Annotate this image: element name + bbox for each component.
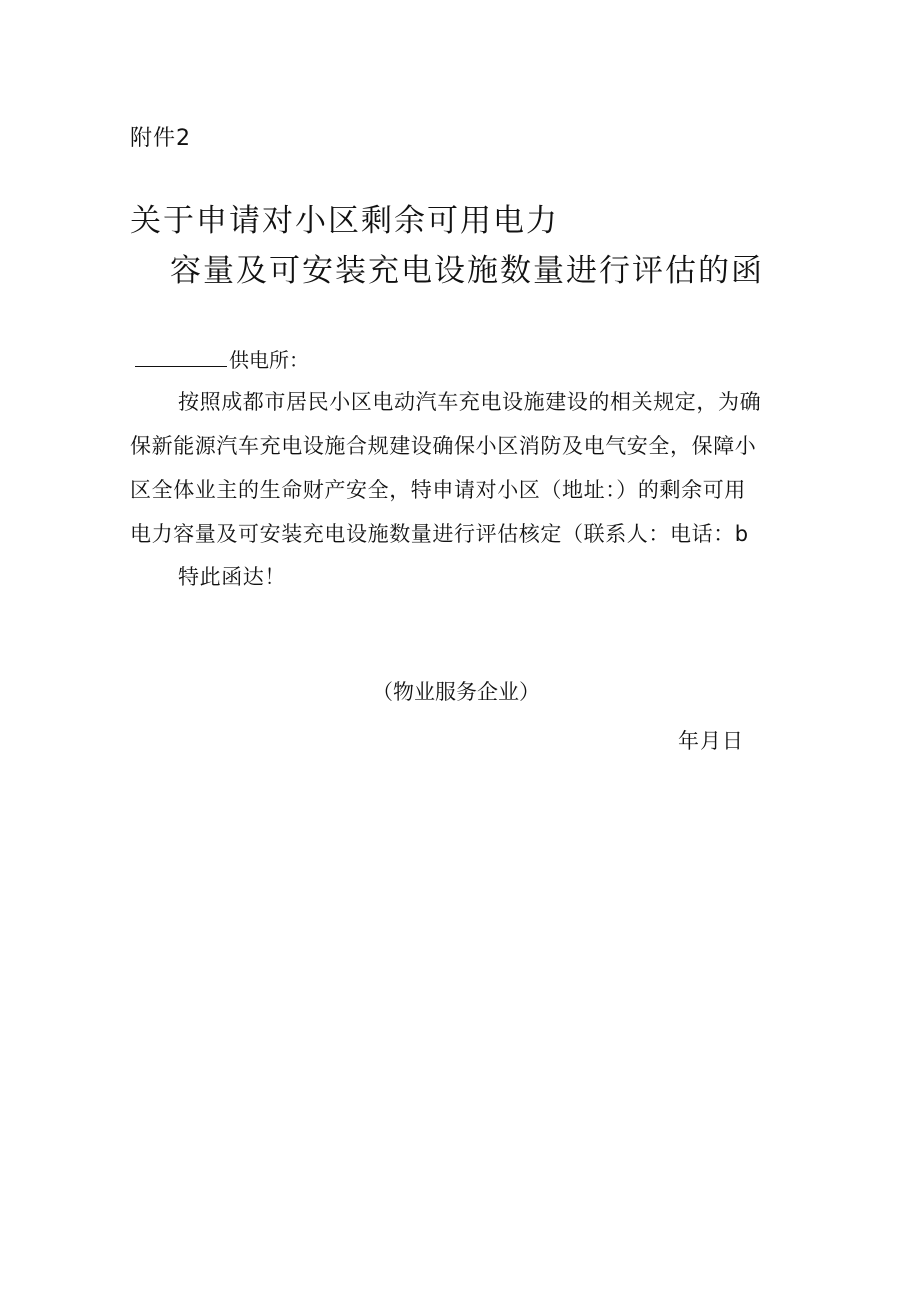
signer-company: （物业服务企业）: [372, 680, 540, 704]
attachment-label: 附件2: [130, 126, 191, 151]
closing-line: 特此函达！: [178, 565, 286, 589]
body-line-4: 电力容量及可安装充电设施数量进行评估核定（联系人：电话：b: [130, 522, 749, 546]
signature-date: 年月日: [678, 729, 744, 753]
body-line-3: 区全体业主的生命财产安全，特申请对小区（地址：）的剩余可用: [130, 478, 746, 502]
addressee-blank: [135, 344, 227, 367]
body-line-2: 保新能源汽车充电设施合规建设确保小区消防及电气安全，保障小: [130, 434, 757, 458]
body-line-1: 按照成都市居民小区电动汽车充电设施建设的相关规定，为确: [178, 390, 762, 414]
title-line-2: 容量及可安装充电设施数量进行评估的函: [170, 253, 764, 289]
addressee-suffix: 供电所：: [229, 348, 309, 372]
addressee-line: [135, 344, 309, 375]
title-line-1: 关于申请对小区剩余可用电力: [130, 203, 559, 239]
